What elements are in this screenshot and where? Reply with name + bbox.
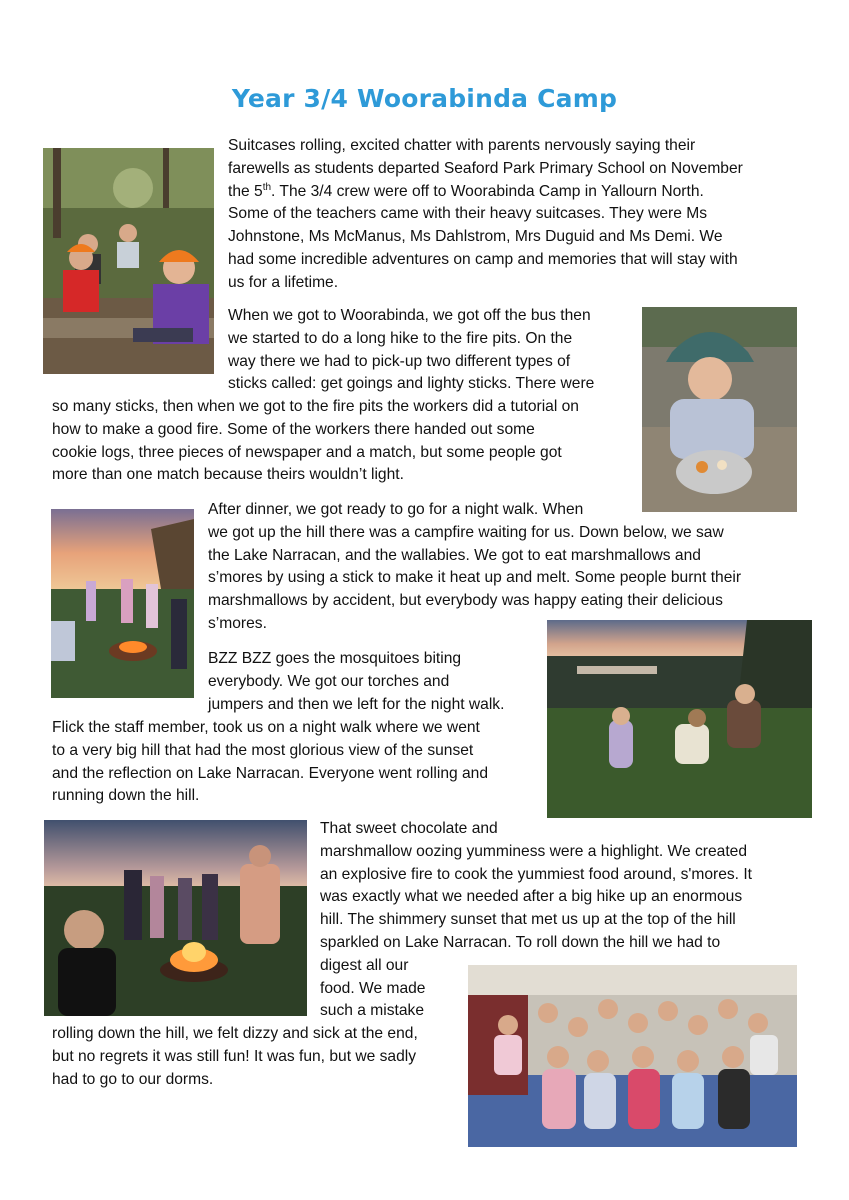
text-line: After dinner, we got ready to go for a night walk. When — [208, 501, 584, 518]
text-line: food. We made — [320, 979, 426, 997]
text-line: us for a lifetime. — [228, 273, 339, 291]
text-line: an explosive fire to cook the yummiest food around, s'mores. It — [320, 865, 753, 883]
text-line: BZZ BZZ goes the mosquitoes biting — [208, 650, 462, 667]
paragraph-hike — [228, 305, 594, 396]
text-line: more than one match because theirs wouldn’t light. — [52, 466, 404, 484]
text-line: . The 3/4 crew were off to Woorabinda Camp in Yallourn North. — [271, 182, 704, 200]
text-line: marshmallows by accident, but everybody was happy eating their delicious — [208, 592, 723, 610]
text-line: we started to do a long hike to the fire pits. On the — [228, 329, 573, 347]
text-line: Suitcases rolling, excited chatter with parents nervously saying their — [228, 137, 696, 154]
text-line: and the reflection on Lake Narracan. Everyone went rolling and — [52, 764, 489, 782]
text-line: had to go to our dorms. — [52, 1070, 214, 1088]
text-line: to a very big hill that had the most glorious view of the sunset — [52, 741, 474, 759]
text-line: everybody. We got our torches and — [208, 672, 450, 690]
paragraph-night-walk-campfire — [208, 499, 741, 636]
paragraph-departure — [228, 135, 743, 295]
ordinal-suffix: th — [262, 181, 272, 193]
photo-sunset-campfire — [51, 509, 194, 698]
text-line: how to make a good fire. Some of the workers there handed out some — [52, 420, 535, 438]
text-line: That sweet chocolate and — [320, 820, 498, 837]
text-line: so many sticks, then when we got to the fire pits the workers did a tutorial on — [52, 398, 579, 415]
page-title: Year 3/4 Woorabinda Camp — [231, 84, 618, 113]
photo-child-eating — [642, 307, 797, 512]
text-line: farewells as students departed Seaford Park Primary School on November — [228, 159, 743, 177]
text-line: the Lake Narracan, and the wallabies. We got to eat marshmallows and — [208, 546, 701, 564]
text-line: When we got to Woorabinda, we got off the bus then — [228, 307, 591, 324]
text-line: rolling down the hill, we felt dizzy and sick at the end, — [52, 1025, 418, 1042]
text-line: sparkled on Lake Narracan. To roll down the hill we had to — [320, 933, 721, 951]
photo-group-dorm — [468, 965, 797, 1147]
text-line: Flick the staff member, took us on a night walk where we went — [52, 719, 480, 736]
photo-kids-on-logs — [43, 148, 214, 374]
photo-fire-pit-dusk — [44, 820, 307, 1016]
text-line: s’mores. — [208, 614, 267, 632]
paragraph-mosquitoes-continued — [52, 717, 488, 808]
text-line: Johnstone, Ms McManus, Ms Dahlstrom, Mrs Duguid and Ms Demi. We — [228, 228, 723, 246]
text-line: sticks called: get goings and lighty sticks. There were — [228, 375, 595, 393]
paragraph-smores-continued — [52, 1023, 418, 1091]
text-line: but no regrets it was still fun! It was fun, but we sadly — [52, 1047, 417, 1065]
paragraph-hike-continued — [52, 396, 579, 487]
text-line: digest all our — [320, 956, 409, 974]
photo-hill-lake-view — [547, 620, 812, 818]
text-line: cookie logs, three pieces of newspaper and a match, but some people got — [52, 443, 562, 461]
paragraph-mosquitoes — [208, 648, 504, 716]
text-line: hill. The shimmery sunset that met us up at the top of the hill — [320, 911, 736, 929]
text-line: Some of the teachers came with their heavy suitcases. They were Ms — [228, 205, 707, 223]
text-line: jumpers and then we left for the night walk. — [208, 695, 505, 713]
text-line: s’mores by using a stick to make it heat up and melt. Some people burnt their — [208, 569, 742, 587]
text-line: running down the hill. — [52, 787, 200, 805]
text-line: way there we had to pick-up two different types of — [228, 352, 571, 370]
text-line: the 5 — [228, 182, 263, 200]
text-line: such a mistake — [320, 1002, 425, 1020]
text-line: we got up the hill there was a campfire waiting for us. Down below, we saw — [208, 523, 724, 541]
text-line: was exactly what we needed after a big hike up an enormous — [320, 888, 743, 906]
text-line: marshmallow oozing yumminess were a highlight. We created — [320, 842, 747, 860]
text-line: had some incredible adventures on camp and memories that will stay with — [228, 250, 738, 268]
